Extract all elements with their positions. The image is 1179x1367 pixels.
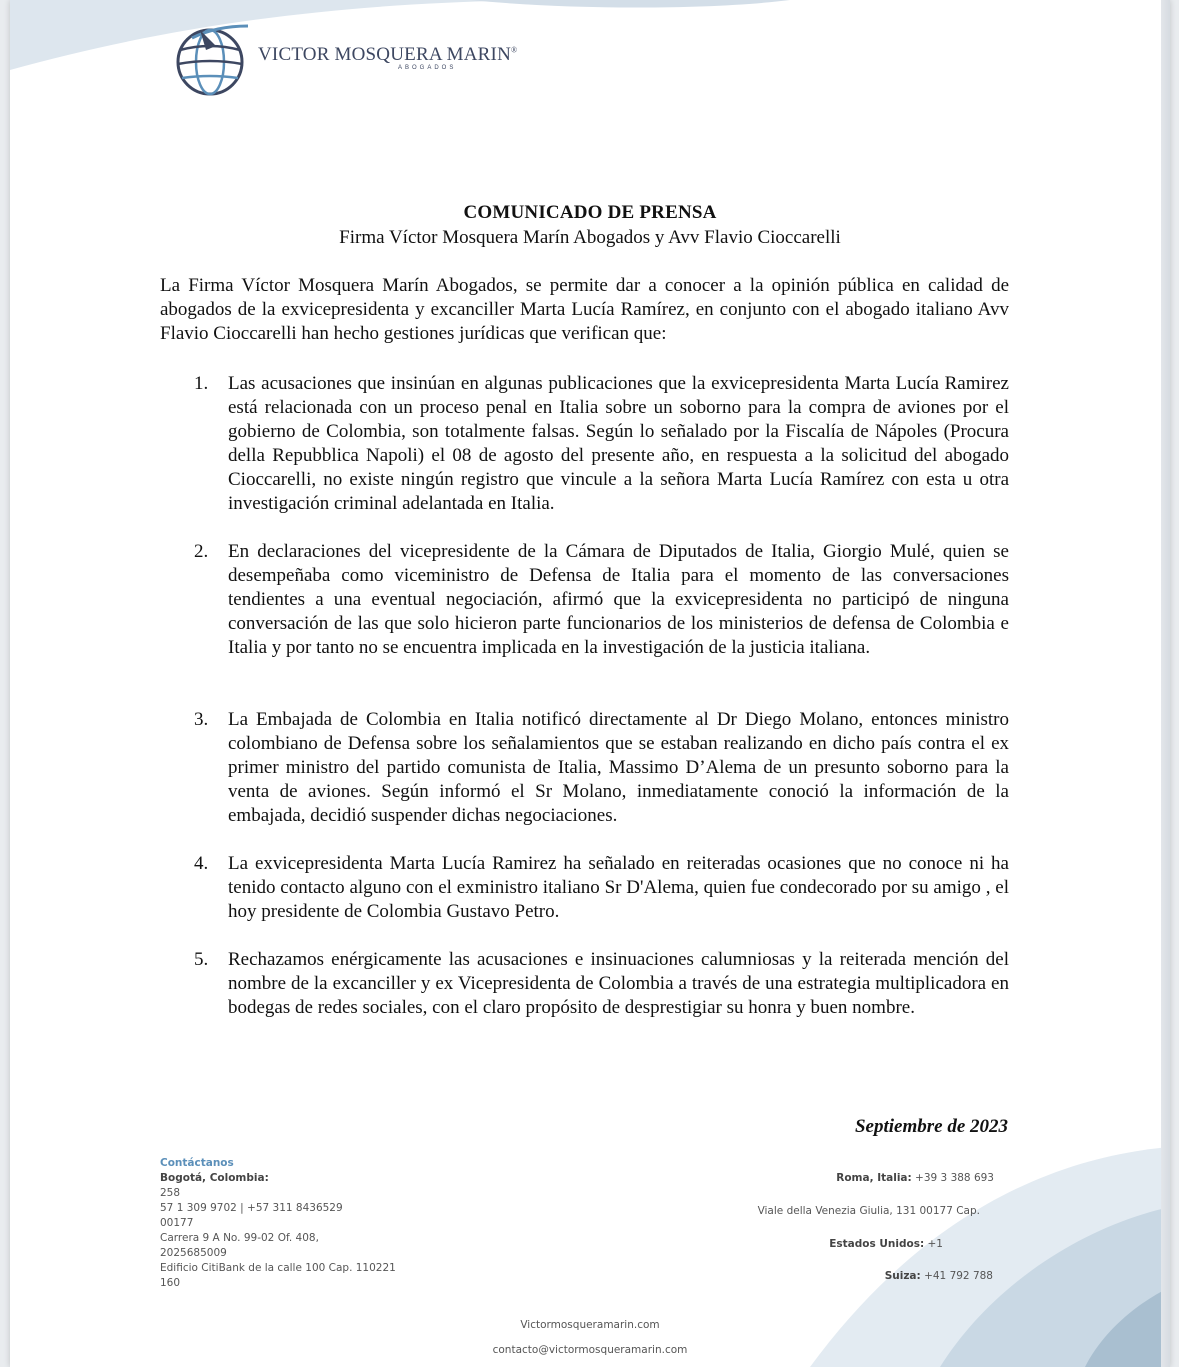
list-item-number: 1. [194, 373, 209, 394]
list-item-number: 2. [194, 541, 209, 562]
email-link[interactable]: contacto@victormosqueramarin.com [492, 1344, 688, 1356]
list-item [160, 708, 1009, 828]
website-link[interactable]: Victormosqueramarin.com [520, 1319, 660, 1331]
contact-heading: Contáctanos [160, 1157, 234, 1169]
document-subtitle: Firma Víctor Mosquera Marín Abogados y Avv Flavio Cioccarelli [339, 227, 841, 248]
footer-line: Carrera 9 A No. 99-02 Of. 408, [160, 1232, 319, 1244]
footer-contact-left [160, 1156, 420, 1291]
footer-line: Edificio CitiBank de la calle 100 Cap. 110221 [160, 1262, 396, 1274]
list-item-text: En declaraciones del vicepresidente de la Cámara de Diputados de Italia, Giorgio Mulé, quien se desempeñaba como viceministro de Defensa de Italia para el momento de las conversaciones tendientes a una eventual negociación, afirmó que la exvicepresidenta no participó de ninguna conversación de las que solo hicieron parte funcionarios de los ministerios de defensa de Colombia e Italia y por tanto no se encuentra implicada en la investigación de la justicia italiana. [228, 541, 1009, 658]
list-item-text: La Embajada de Colombia en Italia notificó directamente al Dr Diego Molano, entonces ministro colombiano de Defensa sobre los señalamientos que se estaban realizando en dicho país contra el ex primer ministro del partido comunista de Italia, Massimo D’Alema de un presunto soborno para la venta de aviones. Según informó el Sr Molano, inmediatamente conoció la información de la embajada, decidió suspender dichas negociaciones. [228, 709, 1009, 826]
list-item [160, 852, 1009, 924]
document-date: Septiembre de 2023 [854, 1116, 1008, 1137]
footer-line: 2025685009 [160, 1247, 227, 1259]
list-item [160, 948, 1009, 1020]
footer-line: 57 1 309 9702 | +57 311 8436529 [160, 1202, 343, 1214]
logo-wordmark: VICTOR MOSQUERA MARIN® [258, 44, 518, 65]
list-item-number: 5. [194, 949, 209, 970]
intro-paragraph: La Firma Víctor Mosquera Marín Abogados, se permite dar a conocer a la opinión pública en calidad de abogados de la exvicepresidenta y excanciller Marta Lucía Ramírez, en conjunto con el abogado italiano Avv Flavio Cioccarelli han hecho gestiones jurídicas que verifican que: [160, 275, 1009, 344]
footer-line: 00177 [160, 1217, 194, 1229]
footer-line: 258 [160, 1187, 181, 1199]
bogota-label: Bogotá, Colombia: [160, 1172, 269, 1184]
list-item [160, 540, 1009, 660]
firm-logo [170, 20, 518, 100]
usa-phone: Estados Unidos: +1 [829, 1238, 943, 1250]
document-title: COMUNICADO DE PRENSA [463, 202, 717, 223]
list-item-text: Rechazamos enérgicamente las acusaciones e insinuaciones calumniosas y la reiterada mención del nombre de la excanciller y ex Vicepresidenta de Colombia a través de una estrategia multiplicadora en bodegas de redes sociales, con el claro propósito de desprestigiar su honra y buen nombre. [228, 949, 1009, 1018]
list-item-text: Las acusaciones que insinúan en algunas publicaciones que la exvicepresidenta Marta Lucía Ramirez está relacionada con un proceso penal en Italia sobre un soborno para la compra de aviones por el gobierno de Colombia, son totalmente falsas. Según lo señalado por la Fiscalía de Nápoles (Procura della Repubblica Napoli) el 08 de agosto del presente año, en respuesta a la solicitud del abogado Cioccarelli, no existe ningún registro que vincule a la señora Marta Lucía Ramírez con esta u otra investigación criminal adelantada en Italia. [228, 373, 1009, 514]
suiza-phone: Suiza: +41 792 788 [884, 1270, 993, 1282]
footer-line: 160 [160, 1277, 181, 1289]
list-item-text: La exvicepresidenta Marta Lucía Ramirez ha señalado en reiteradas ocasiones que no conoce ni ha tenido contacto alguno con el exministro italiano Sr D'Alema, quien fue condecorado por su amigo , el hoy presidente de Colombia Gustavo Petro. [228, 853, 1009, 922]
roma-address: Viale della Venezia Giulia, 131 00177 Cap. [757, 1205, 980, 1217]
list-item-number: 3. [194, 709, 209, 730]
globe-icon [170, 20, 250, 100]
list-item-number: 4. [194, 853, 209, 874]
logo-subtitle: ABOGADOS [398, 65, 457, 71]
list-item [160, 372, 1009, 516]
roma-phone: Roma, Italia: +39 3 388 693 [836, 1172, 994, 1184]
